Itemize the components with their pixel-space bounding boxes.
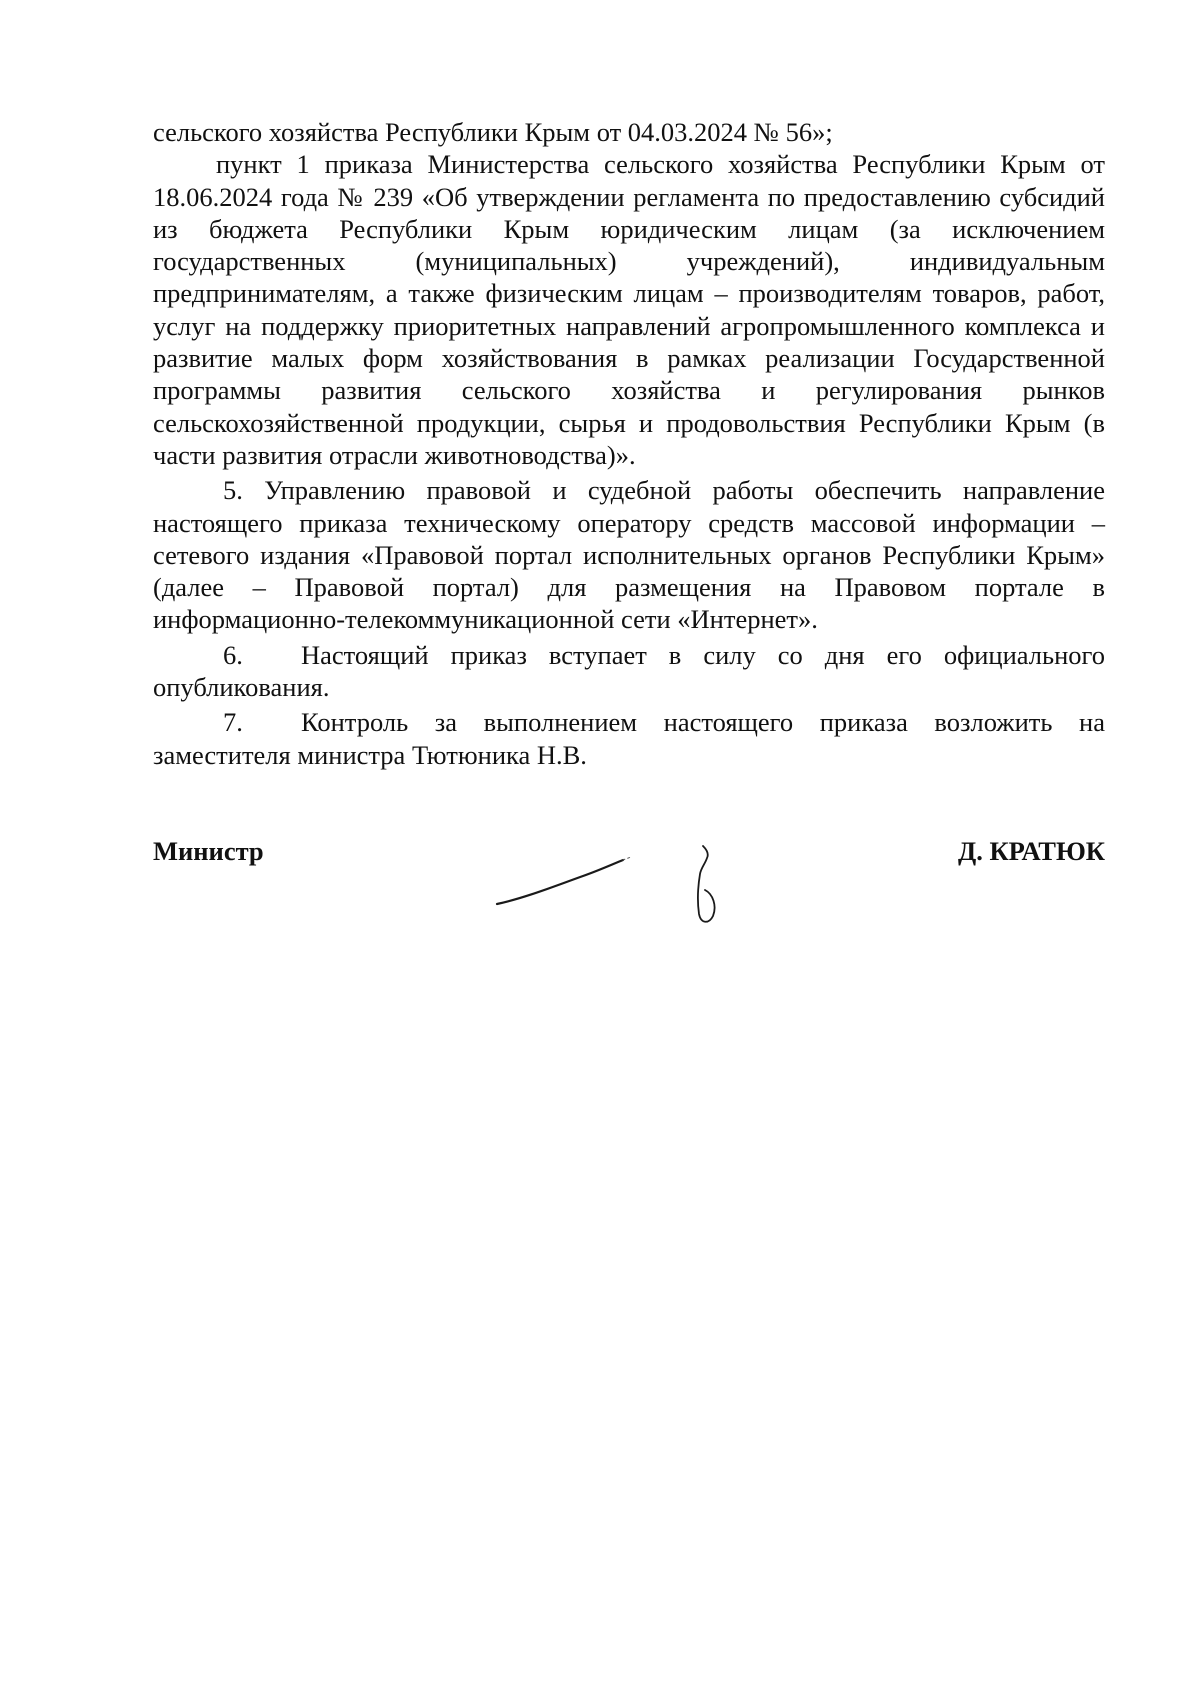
- document-body: [153, 116, 1105, 771]
- item-6-text: Настоящий приказ вступает в силу со дня его официального опубликования.: [153, 639, 1105, 703]
- item-7-number: 7.: [223, 707, 243, 738]
- paragraph-item-5: 5. Управлению правовой и судебной работы обеспечить направление настоящего приказа техническому оператору средств массовой информации – сетевого издания «Правовой портал исполнительных органов Республики Крым» (далее – Правовой портал) для размещения на Правовом портале в информационно-телекоммуникационной сети «Интернет».: [153, 475, 1105, 635]
- signatory-name: Д. КРАТЮК: [957, 836, 1105, 866]
- item-7-text: Контроль за выполнением настоящего приказа возложить на заместителя министра Тютюника Н.В.: [153, 707, 1105, 770]
- paragraph-continuation: сельского хозяйства Республики Крым от 04.03.2024 № 56»;: [153, 117, 833, 147]
- paragraph-item-7: [153, 706, 1105, 771]
- paragraph-item-6: [153, 639, 1105, 704]
- paragraph-point-1: пункт 1 приказа Министерства сельского хозяйства Республики Крым от 18.06.2024 года № 239 «Об утверждении регламента по предоставлению субсидий из бюджета Республики Крым юридическим лицам (за исключением государственных (муниципальных) учреждений), индивидуальным предпринимателям, а также физическим лицам – производителям товаров, работ, услуг на поддержку приоритетных направлений агропромышленного комплекса и развитие малых форм хозяйствования в рамках реализации Государственной программы развития сельского хозяйства и регулирования рынков сельскохозяйственной продукции, сырья и продовольствия Республики Крым (в части развития отрасли животноводства)».: [153, 149, 1105, 470]
- item-6-number: 6.: [223, 639, 243, 670]
- handwritten-signature-icon: [495, 828, 735, 938]
- signatory-title: Министр: [153, 836, 264, 866]
